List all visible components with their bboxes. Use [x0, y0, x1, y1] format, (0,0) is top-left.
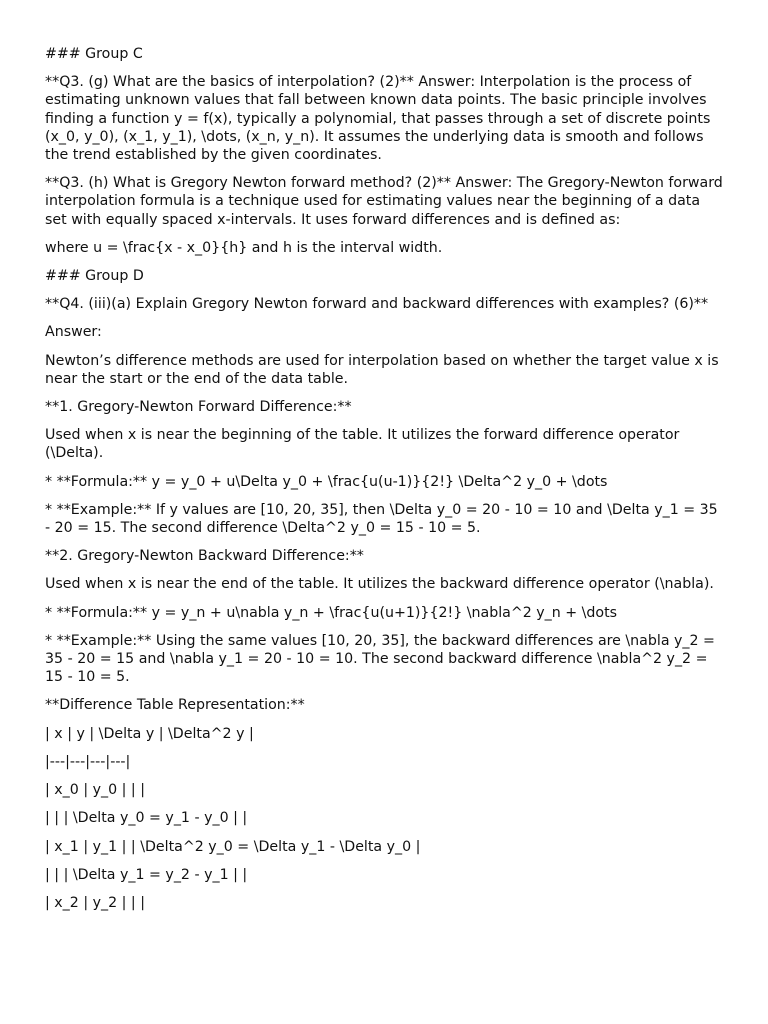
heading-forward-difference: **1. Gregory-Newton Forward Difference:**: [45, 399, 352, 416]
paragraph-q3h: **Q3. (h) What is Gregory Newton forward method? (2)** Answer: The Gregory-Newton forward interpolation formula is a technique used for estimating values near the beginning of a data set with equally spaced x-intervals. It uses forward differences and is defined as:: [45, 175, 723, 228]
table-row: | | | \Delta y_1 = y_2 - y_1 | |: [45, 866, 248, 883]
paragraph-newton-intro: Newton’s difference methods are used for interpolation based on whether the target value x is near the start or the end of the data table.: [45, 352, 719, 387]
paragraph-forward-usage: Used when x is near the beginning of the table. It utilizes the forward difference operator (\Delta).: [45, 427, 680, 462]
paragraph-backward-usage: Used when x is near the end of the table. It utilizes the backward difference operator (\nabla).: [45, 576, 714, 593]
paragraph-where-u: where u = \frac{x - x_0}{h} and h is the interval width.: [45, 239, 443, 256]
table-row-separator: |---|---|---|---|: [45, 753, 131, 770]
list-item-forward-formula: * **Formula:** y = y_0 + u\Delta y_0 + \frac{u(u-1)}{2!} \Delta^2 y_0 + \dots: [45, 473, 608, 490]
paragraph-q4-question: **Q4. (iii)(a) Explain Gregory Newton forward and backward differences with examples? (6)**: [45, 296, 709, 313]
paragraph-answer-label: Answer:: [45, 324, 102, 341]
table-row: | x_2 | y_2 | | |: [45, 894, 145, 911]
heading-group-d: ### Group D: [45, 268, 144, 285]
paragraph-q3g: **Q3. (g) What are the basics of interpolation? (2)** Answer: Interpolation is the process of estimating unknown values that fall between known data points. The basic principle involves finding a function y = f(x), typically a polynomial, that passes through a set of discrete points (x_0, y_0), (x_1, y_1), \dots, (x_n, y_n). It assumes the underlying data is smooth and follows the trend established by the given coordinates.: [45, 74, 711, 164]
table-row: | x_0 | y_0 | | |: [45, 782, 145, 799]
table-row: | x_1 | y_1 | | \Delta^2 y_0 = \Delta y_1 - \Delta y_0 |: [45, 838, 421, 855]
list-item-forward-example: * **Example:** If y values are [10, 20, 35], then \Delta y_0 = 20 - 10 = 10 and \Delta y_1 = 35 - 20 = 15. The second difference \Delta^2 y_0 = 15 - 10 = 5.: [45, 501, 718, 537]
heading-backward-difference: **2. Gregory-Newton Backward Difference:**: [45, 548, 364, 565]
heading-group-c: ### Group C: [45, 46, 143, 62]
table-row: | | | \Delta y_0 = y_1 - y_0 | |: [45, 810, 248, 827]
list-item-backward-example: * **Example:** Using the same values [10, 20, 35], the backward differences are \nabla y_2 = 35 - 20 = 15 and \nabla y_1 = 20 - 10 = 10. The second backward difference \nabla^2 y_2 = 15 - 10 = 5.: [45, 632, 715, 686]
list-item-backward-formula: * **Formula:** y = y_n + u\nabla y_n + \frac{u(u+1)}{2!} \nabla^2 y_n + \dots: [45, 604, 618, 621]
heading-difference-table: **Difference Table Representation:**: [45, 697, 305, 714]
table-row-header: | x | y | \Delta y | \Delta^2 y |: [45, 725, 254, 742]
